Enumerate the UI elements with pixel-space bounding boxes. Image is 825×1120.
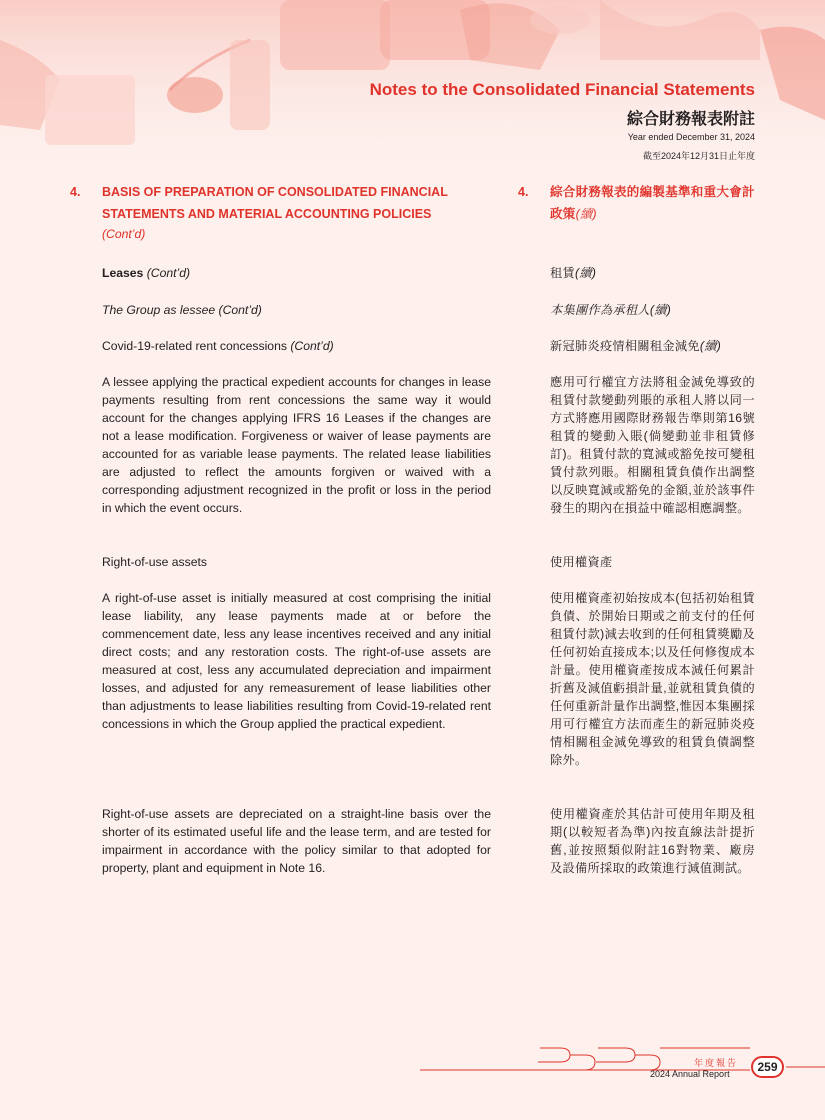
footer-report-en: 2024 Annual Report bbox=[650, 1069, 730, 1079]
rou-paragraph1-zh: 使用權資產初始按成本(包括初始租賃負債、於開始日期或之前支付的任何租賃付款)減去收到的任何租賃獎勵及任何初始直接成本;以及任何修復成本計量。使用權資產按成本減任何累計折舊及減值虧損計量,並就租賃負債的任何重新計量作出調整,惟因本集團採用可行權宜方法而產生的新冠肺炎疫情相關租金減免導致的租賃負債調整除外。 bbox=[550, 591, 755, 767]
header-year-en: Year ended December 31, 2024 bbox=[627, 132, 755, 142]
rou-paragraph2-en: Right-of-use assets are depreciated on a straight-line basis over the shorter of its estimated useful life and the lease term, and are tested for impairment in accordance with the policy similar to that adopted for property, plant and equipment in Note 16. bbox=[102, 807, 491, 875]
leases-label-en: Leases bbox=[102, 266, 144, 280]
covid-heading-en bbox=[102, 337, 491, 355]
section-title-zh: 綜合財務報表的編製基準和重大會計政策 bbox=[550, 185, 755, 221]
leases-label-zh: 租賃 bbox=[550, 266, 575, 280]
leases-heading-zh bbox=[550, 264, 755, 282]
covid-label-zh: 新冠肺炎疫情相關租金減免 bbox=[550, 339, 700, 353]
section-heading-en bbox=[102, 181, 491, 243]
rou-paragraph1-en: A right-of-use asset is initially measured at cost comprising the initial lease liability, any lease payments made at or before the commencement date, less any lease incentives received and any initial direct costs; and any restoration costs. The right-of-use assets are measured at cost, less any accumulated depreciation and impairment losses, and adjusted for any remeasurement of lease liabilities other than adjustments to lease liabilities resulting from Covid-19-related rent concessions in which the Group applied the practical expedient. bbox=[102, 591, 491, 731]
section-cont-zh: (續) bbox=[575, 207, 597, 221]
header-year-zh: 截至2024年12月31日止年度 bbox=[642, 151, 755, 161]
lessee-heading-zh: 本集團作為承租人(續) bbox=[550, 303, 672, 317]
rou-heading-en: Right-of-use assets bbox=[102, 555, 207, 569]
section-heading-zh bbox=[550, 181, 755, 225]
header-title-en: Notes to the Consolidated Financial Statements bbox=[369, 80, 755, 99]
section-number-zh: 4. bbox=[518, 185, 529, 199]
rou-paragraph2-zh: 使用權資產於其估計可使用年期及租期(以較短者為準)內按直線法計提折舊,並按照類似附註16對物業、廠房及設備所採取的政策進行減值測試。 bbox=[550, 807, 755, 875]
covid-cont-en: (Cont’d) bbox=[290, 339, 334, 353]
covid-paragraph-zh: 應用可行權宜方法將租金減免導致的租賃付款變動列賬的承租人將以同一方式將應用國際財務報告準則第16號租賃的變動入賬(倘變動並非租賃修訂)。租賃付款的寬減或豁免按可變租賃付款列賬。相關租賃負債作出調整以反映寬減或豁免的金額,並於該事件發生的期內在損益中確認相應調整。 bbox=[550, 375, 755, 515]
leases-cont-en: (Cont’d) bbox=[146, 266, 191, 280]
page-number: 259 bbox=[751, 1056, 784, 1078]
leases-cont-zh: (續) bbox=[574, 266, 597, 280]
covid-cont-zh: (續) bbox=[699, 339, 722, 353]
section-title-en: BASIS OF PREPARATION OF CONSOLIDATED FINANCIAL STATEMENTS AND MATERIAL ACCOUNTING POLICIES bbox=[102, 185, 448, 221]
lessee-heading-en: The Group as lessee (Cont’d) bbox=[102, 303, 262, 317]
footer-report-zh: 年度報告 bbox=[694, 1058, 739, 1068]
section-cont-en: (Cont’d) bbox=[102, 227, 146, 241]
covid-paragraph-en: A lessee applying the practical expedient accounts for changes in lease payments resulting from rent concessions the same way it would account for the changes applying IFRS 16 Leases if the changes are not a lease modification. Forgiveness or waiver of lease payments are accounted for as variable lease payments. The related lease liabilities are adjusted to reflect the amounts forgiven or waived with a corresponding adjustment recognized in the profit or loss in the period in which the event occurs. bbox=[102, 375, 491, 515]
section-number-en: 4. bbox=[70, 185, 81, 199]
covid-label-en: Covid-19-related rent concessions bbox=[102, 339, 287, 353]
covid-heading-zh bbox=[550, 337, 755, 355]
leases-heading-en bbox=[102, 264, 491, 282]
header-title-zh: 綜合財務報表附註 bbox=[626, 111, 755, 128]
rou-heading-zh: 使用權資產 bbox=[550, 555, 613, 569]
